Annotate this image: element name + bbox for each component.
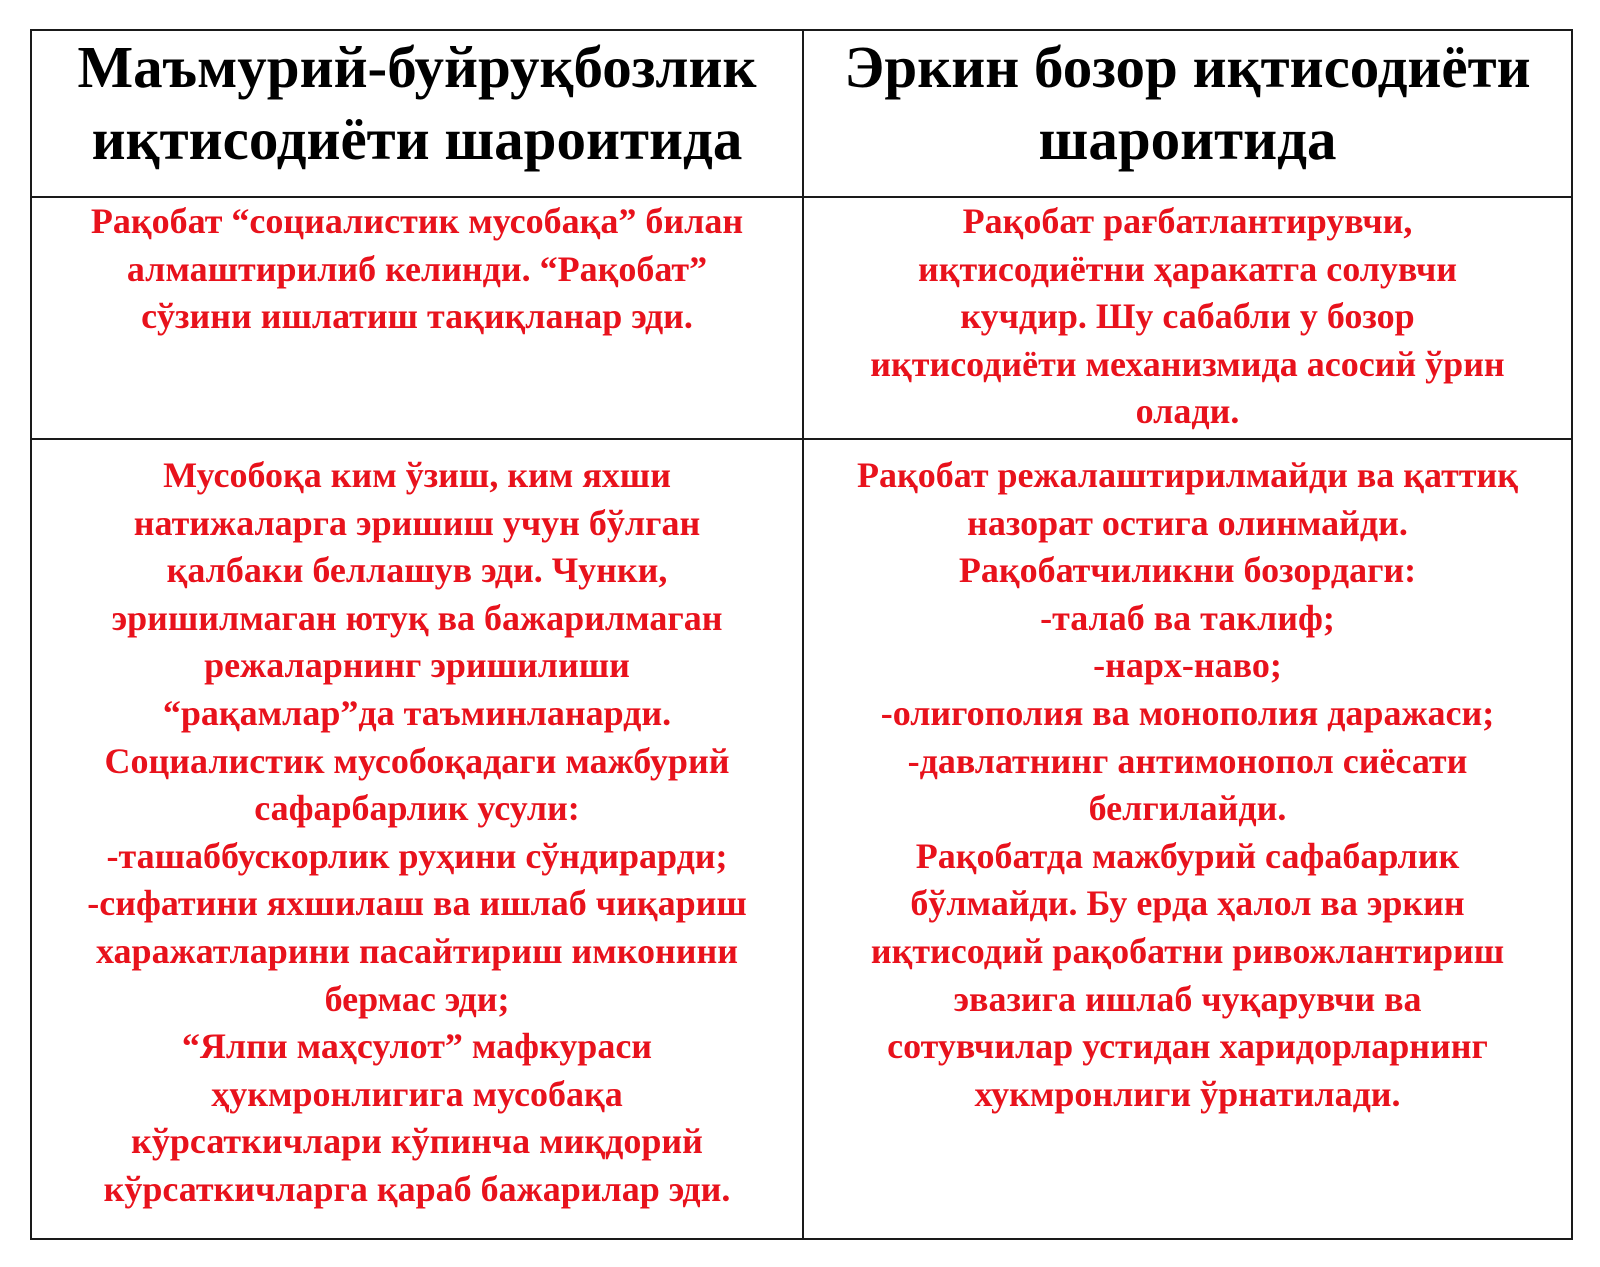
header-line: иқтисодиёти шароитида (91, 106, 743, 172)
cell-text-line: “рақамлар”да таъминланарди. (162, 692, 672, 733)
cell-text-line: Социалистик мусобоқадаги мажбурий (104, 740, 730, 781)
cell-text-line: кўрсаткичлари кўпинча миқдорий (131, 1121, 703, 1162)
cell-text-line: бўлмайди. Бу ерда ҳалол ва эркин (910, 883, 1465, 924)
cell-text-line: Рақобатда мажбурий сафабарлик (915, 835, 1460, 876)
cell-text-line: белгилайди. (1088, 788, 1287, 829)
cell-text-line: ҳукмронлигига мусобақа (211, 1073, 623, 1114)
cell-text-line: харажатларини пасайтириш имконини (96, 930, 738, 971)
cell-text-line: -сифатини яхшилаш ва ишлаб чиқариш (87, 883, 747, 924)
cell-free-market-row-1 (803, 197, 1572, 439)
cell-free-market-row-2 (803, 439, 1572, 1239)
cell-text-line: иқтисодиётни ҳаракатга солувчи (917, 248, 1458, 289)
cell-text-line: Рақобатчиликни бозордаги: (958, 550, 1417, 591)
cell-administrative-row-2 (31, 439, 803, 1239)
header-cell-administrative (31, 30, 803, 197)
cell-text-line: Рақобат “социалистик мусобақа” билан (90, 201, 744, 241)
cell-text-line: Рақобат режалаштирилмайди ва қаттиқ (857, 455, 1518, 495)
cell-text-line: “Ялпи маҳсулот” мафкураси (181, 1026, 653, 1067)
cell-text-line: бермас эди; (324, 978, 510, 1019)
cell-text-line: эвазига ишлаб чуқарувчи ва (953, 978, 1422, 1019)
cell-text-line: иқтисодий рақобатни ривожлантириш (870, 930, 1505, 971)
cell-text-line: кучдир. Шу сабабли у бозор (960, 296, 1415, 337)
cell-text-line: -ташаббускорлик руҳини сўндирарди; (106, 835, 728, 876)
cell-text-line: -давлатнинг антимонопол сиёсати (907, 740, 1468, 781)
cell-text-line: сўзини ишлатиш тақиқланар эди. (141, 296, 693, 337)
cell-text-line: Мусобоқа ким ўзиш, ким яхши (163, 455, 671, 495)
table-row (31, 439, 1572, 1239)
cell-text-line: олади. (1135, 391, 1240, 432)
cell-text-line: қалбаки беллашув эди. Чунки, (166, 550, 668, 591)
cell-text-line: -талаб ва таклиф; (1040, 597, 1335, 638)
table-row (31, 197, 1572, 439)
header-row (31, 30, 1572, 197)
cell-text-line: сафарбарлик усули: (254, 788, 580, 829)
header-line: Эркин бозор иқтисодиёти (844, 34, 1531, 100)
cell-text-line: иқтисодиёти механизмида асосий ўрин (870, 343, 1505, 384)
header-line: шароитида (1038, 106, 1337, 172)
cell-text-line: натижаларга эришиш учун бўлган (133, 502, 701, 543)
cell-text-line: эришилмаган ютуқ ва бажарилмаган (111, 597, 723, 638)
cell-text-line: алмаштирилиб келинди. “Рақобат” (126, 248, 708, 289)
cell-text-line: режаларнинг эришилиши (204, 645, 630, 686)
cell-text-line: -нарх-наво; (1093, 645, 1282, 686)
cell-administrative-row-1 (31, 197, 803, 439)
comparison-table (30, 29, 1573, 1240)
cell-text-line: назорат остига олинмайди. (967, 502, 1408, 543)
cell-text-line: Рақобат рағбатлантирувчи, (962, 201, 1413, 241)
header-line: Маъмурий-буйруқбозлик (77, 34, 757, 100)
cell-text-line: кўрсаткичларга қараб бажарилар эди. (103, 1168, 731, 1209)
cell-text-line: -олигополия ва монополия даражаси; (880, 692, 1495, 733)
cell-text-line: хукмронлиги ўрнатилади. (974, 1073, 1401, 1114)
header-cell-free-market (803, 30, 1572, 197)
cell-text-line: сотувчилар устидан харидорларнинг (887, 1026, 1488, 1067)
